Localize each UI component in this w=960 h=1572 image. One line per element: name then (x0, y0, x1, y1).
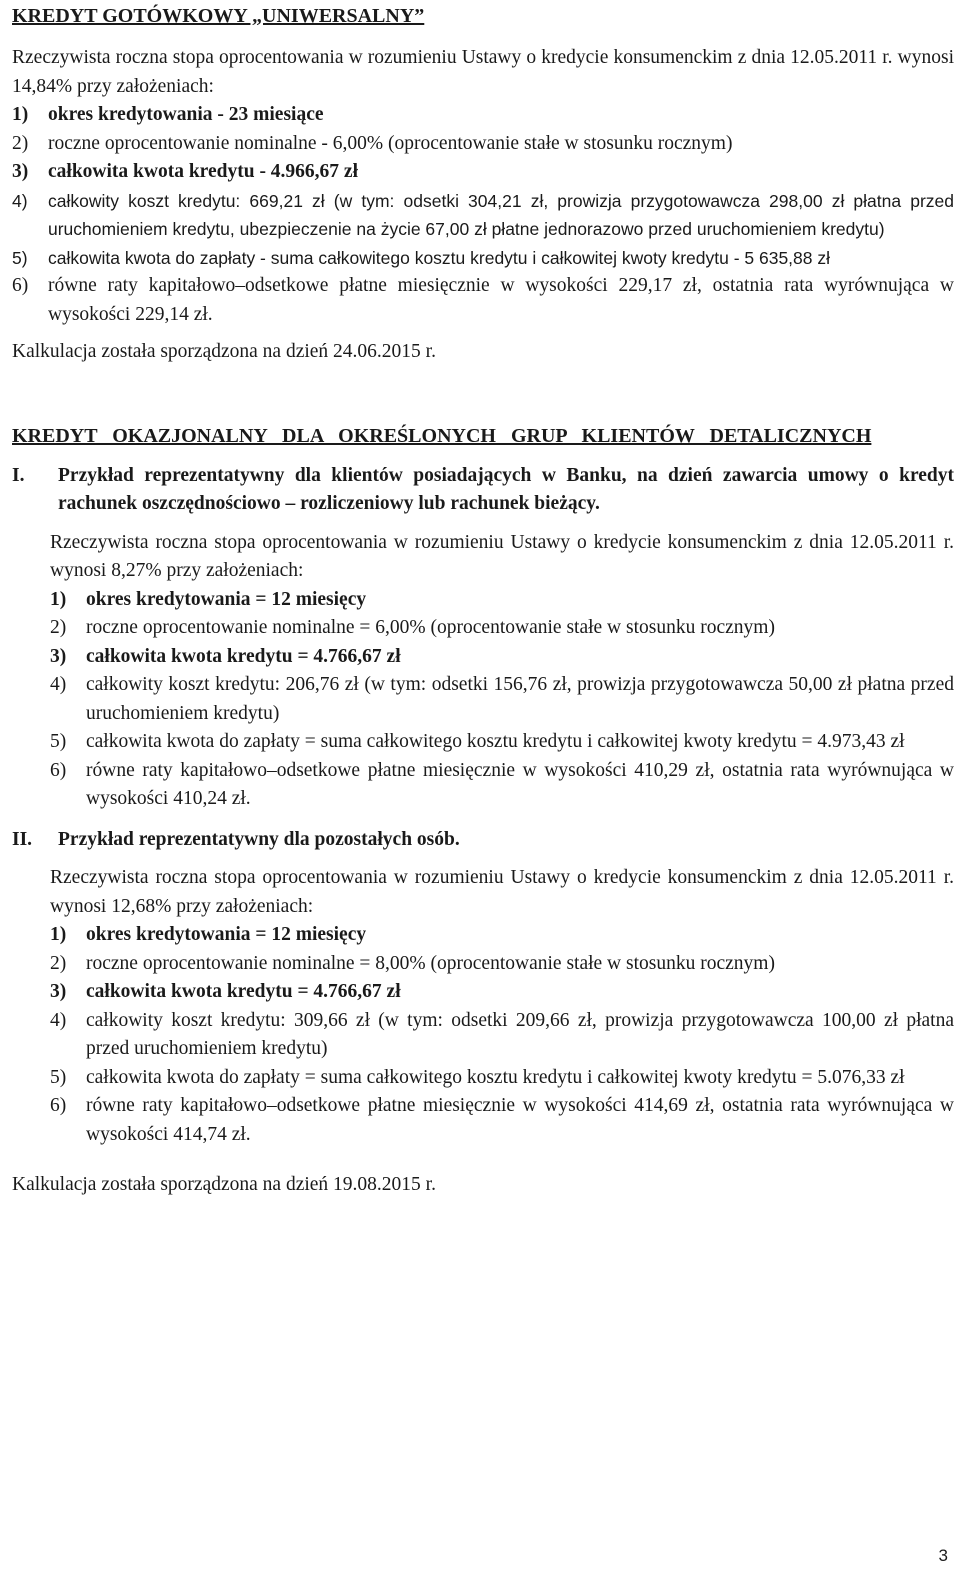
intro-paragraph: Rzeczywista roczna stopa oprocentowania w rozumieniu Ustawy o kredycie konsumenckim z dnia 12.05.2011 r. wynosi 14,84% przy założeniach: (12, 47, 954, 97)
section-2-body (50, 864, 954, 1149)
assumptions-list (12, 101, 954, 329)
list-item: 6) równe raty kapitałowo–odsetkowe płatne miesięcznie w wysokości 414,69 zł, ostatnia rata wyrównująca w wysokości 414,74 zł. (50, 1095, 954, 1145)
doc-title: KREDYT GOTÓWKOWY „UNIWERSALNY” (12, 5, 425, 27)
list-item: 2) roczne oprocentowanie nominalne = 8,00% (oprocentowanie stałe w stosunku rocznym) (50, 952, 775, 974)
list-item: 3) całkowita kwota kredytu = 4.766,67 zł (50, 645, 401, 667)
page-number: 3 (938, 1545, 948, 1565)
calculation-date-note-2: Kalkulacja została sporządzona na dzień 19.08.2015 r. (12, 1174, 436, 1195)
list-item: 4) całkowity koszt kredytu: 206,76 zł (w tym: odsetki 156,76 zł, prowizja przygotowawcza 50,00 zł płatna przed uruchomieniem kredytu) (50, 674, 954, 724)
list-item: 3) całkowita kwota kredytu - 4.966,67 zł (12, 161, 359, 182)
section-2-heading: II. Przykład reprezentatywny dla pozostałych osób. (12, 828, 460, 850)
section-1-intro: Rzeczywista roczna stopa oprocentowania w rozumieniu Ustawy o kredycie konsumenckim z dnia 12.05.2011 r. wynosi 8,27% przy założeniach: (50, 531, 954, 581)
list-item: 5) całkowita kwota do zapłaty - suma całkowitego kosztu kredytu i całkowitej kwoty kredytu - 5 635,88 zł (12, 247, 831, 268)
section-2-list (50, 921, 954, 1149)
list-item: 2) roczne oprocentowanie nominalne = 6,00% (oprocentowanie stałe w stosunku rocznym) (50, 617, 775, 638)
section-1-list (50, 586, 954, 814)
list-item: 3) całkowita kwota kredytu = 4.766,67 zł (50, 981, 401, 1002)
list-item: 4) całkowity koszt kredytu: 309,66 zł (w tym: odsetki 209,66 zł, prowizja przygotowawcza 100,00 zł płatna przed uruchomieniem kredytu) (50, 1009, 954, 1059)
section-1-heading: I. Przykład reprezentatywny dla klientów posiadających w Banku, na dzień zawarcia umowy o kredyt rachunek oszczędnościowo – rozliczeniowy lub rachunek bieżący. (12, 464, 954, 514)
list-item: 1) okres kredytowania - 23 miesiące (12, 104, 324, 125)
section-title: KREDYT OKAZJONALNY DLA OKREŚLONYCH GRUP KLIENTÓW DETALICZNYCH (12, 424, 872, 447)
list-item: 5) całkowita kwota do zapłaty = suma całkowitego kosztu kredytu i całkowitej kwoty kredytu = 4.973,43 zł (50, 731, 905, 752)
list-item: 2) roczne oprocentowanie nominalne - 6,00% (oprocentowanie stałe w stosunku rocznym) (12, 132, 733, 154)
calculation-date-note: Kalkulacja została sporządzona na dzień 24.06.2015 r. (12, 341, 436, 362)
list-item: 1) okres kredytowania = 12 miesięcy (50, 588, 367, 610)
list-item: 6) równe raty kapitałowo–odsetkowe płatne miesięcznie w wysokości 410,29 zł, ostatnia rata wyrównująca w wysokości 410,24 zł. (50, 759, 954, 809)
list-item: 6) równe raty kapitałowo–odsetkowe płatne miesięcznie w wysokości 229,17 zł, ostatnia rata wyrównująca w wysokości 229,14 zł. (12, 275, 954, 325)
list-item: 4) całkowity koszt kredytu: 669,21 zł (w tym: odsetki 304,21 zł, prowizja przygotowawcza 298,00 zł płatna przed uruchomieniem kredytu, ubezpieczenie na życie 67,00 zł płatne jednorazowo przed uruchomieniem kredytu) (12, 190, 954, 239)
list-item: 1) okres kredytowania = 12 miesięcy (50, 924, 367, 945)
document-page (12, 0, 954, 1200)
list-item: 5) całkowita kwota do zapłaty = suma całkowitego kosztu kredytu i całkowitej kwoty kredytu = 5.076,33 zł (50, 1066, 905, 1088)
section-1-body (50, 529, 954, 814)
section-2-intro: Rzeczywista roczna stopa oprocentowania w rozumieniu Ustawy o kredycie konsumenckim z dnia 12.05.2011 r. wynosi 12,68% przy założeniach: (50, 867, 954, 917)
